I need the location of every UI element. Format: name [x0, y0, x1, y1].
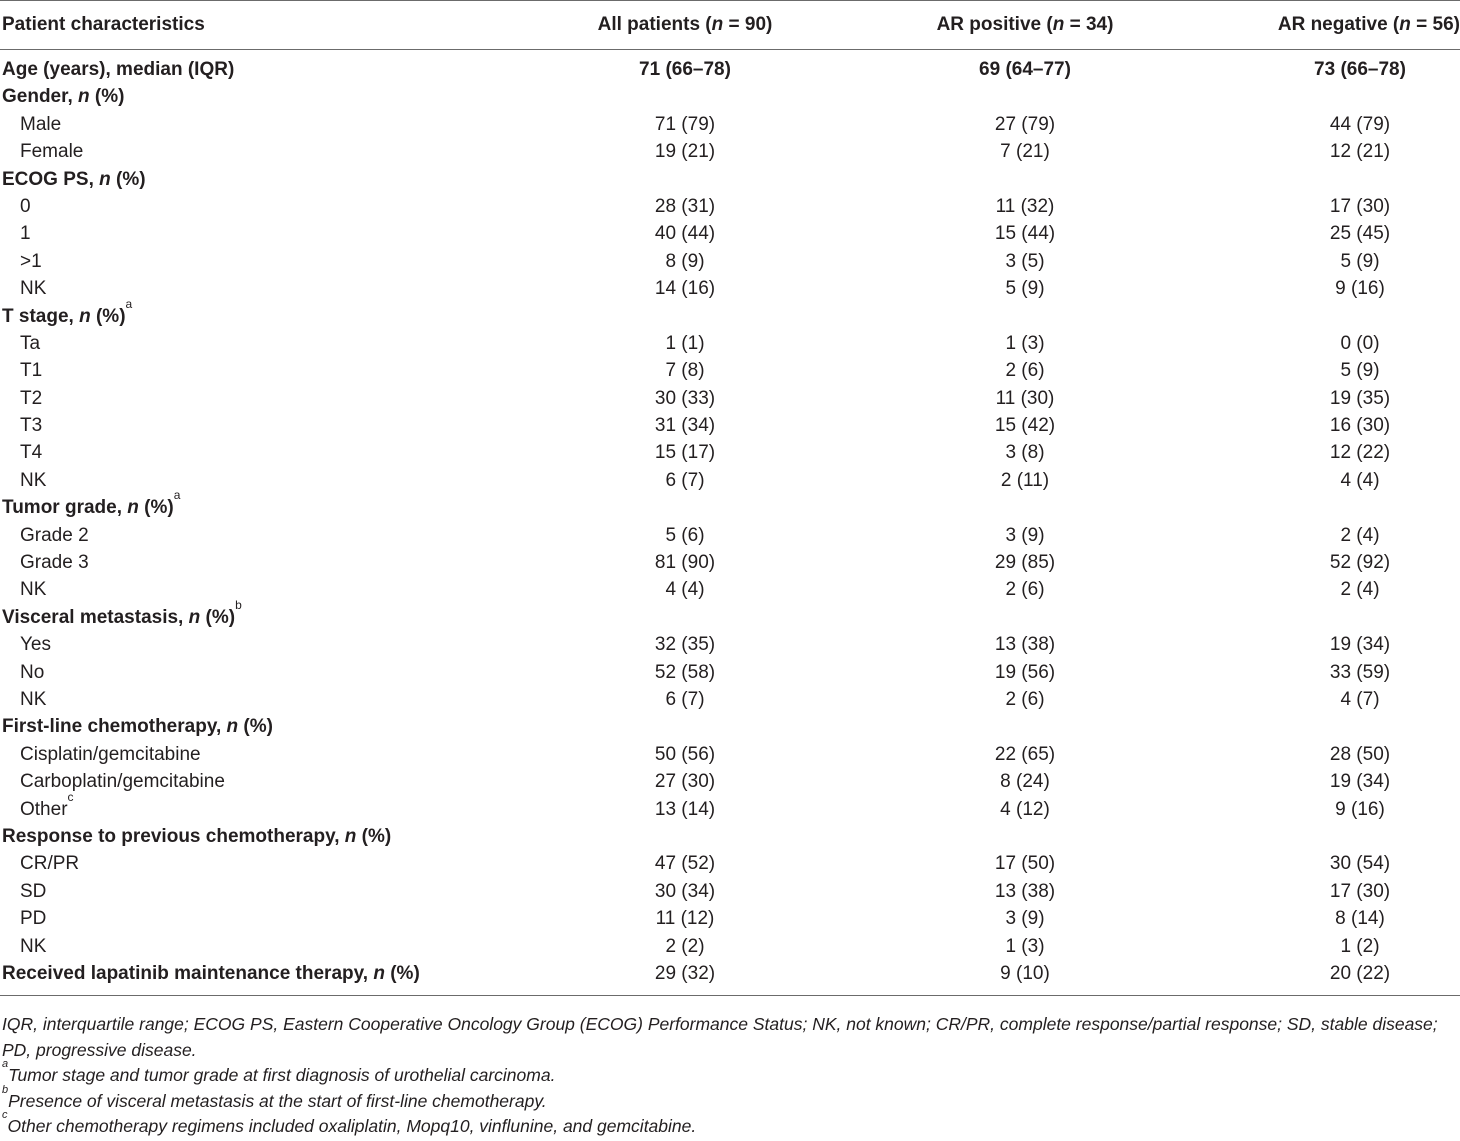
table-row [0, 686, 1460, 713]
cell-value: 30 (34) [654, 880, 716, 902]
header-all-patients: All patients (n = 90) [597, 14, 773, 35]
row-label: Other$^c$ [20, 789, 74, 820]
section-row [0, 960, 1460, 987]
table-row [0, 850, 1460, 877]
table-row [0, 576, 1460, 603]
table-row [0, 385, 1460, 412]
cell-value: 69 (64–77) [979, 59, 1071, 80]
table-row [0, 111, 1460, 138]
row-label: No [20, 661, 45, 683]
row-label: 1 [20, 223, 31, 245]
table-row [0, 549, 1460, 576]
cell-value: 12 (21) [1329, 141, 1391, 163]
cell-value: 22 (65) [994, 743, 1056, 765]
cell-value: 20 (22) [1329, 962, 1391, 984]
section-row [0, 296, 1460, 330]
row-label: NK [20, 935, 47, 957]
cell-value: 5 (9) [1340, 250, 1380, 272]
cell-value: 4 (4) [1340, 469, 1380, 491]
row-label: Female [20, 141, 84, 163]
cell-value: 15 (42) [994, 415, 1056, 437]
cell-value: 8 (9) [665, 250, 705, 272]
section-label: Tumor grade, n (%)$^a$ [2, 488, 181, 519]
table-row [0, 522, 1460, 549]
cell-value: 29 (32) [654, 962, 716, 984]
table-row [0, 905, 1460, 932]
cell-value: 27 (30) [654, 771, 716, 793]
section-label: Visceral metastasis, n (%)$^b$ [2, 597, 242, 628]
cell-value: 28 (31) [654, 195, 716, 217]
cell-value: 4 (7) [1340, 688, 1380, 710]
cell-value: 2 (6) [1005, 360, 1045, 382]
section-label: Received lapatinib maintenance therapy, n (%) [2, 962, 420, 984]
section-label: T stage, n (%)$^a$ [2, 296, 133, 327]
section-row [0, 166, 1460, 193]
table-row [0, 357, 1460, 384]
table-row [0, 439, 1460, 466]
cell-value: 19 (35) [1329, 387, 1391, 409]
row-label: NK [20, 469, 47, 491]
table-row [0, 193, 1460, 220]
row-label: Carboplatin/gemcitabine [20, 771, 225, 793]
row-label: NK [20, 278, 47, 300]
cell-value: 6 (7) [665, 469, 705, 491]
cell-value: 8 (24) [1000, 771, 1050, 793]
cell-value: 15 (17) [654, 442, 716, 464]
table-row [0, 789, 1460, 823]
cell-value: 1 (2) [1340, 935, 1380, 957]
header-patient-characteristics: Patient characteristics [2, 14, 205, 35]
table-footnotes [2, 1012, 1458, 1140]
cell-value: 31 (34) [654, 415, 716, 437]
cell-value: 5 (9) [1005, 278, 1045, 300]
cell-value: 81 (90) [654, 552, 716, 574]
table-row [0, 467, 1460, 494]
cell-value: 9 (10) [1000, 962, 1050, 984]
cell-value: 1 (3) [1005, 332, 1045, 354]
row-label: >1 [20, 250, 42, 272]
cell-value: 19 (21) [654, 141, 716, 163]
table-row [0, 741, 1460, 768]
table-row [0, 248, 1460, 275]
cell-value: 19 (56) [994, 661, 1056, 683]
section-label: ECOG PS, n (%) [2, 168, 146, 190]
cell-value: 2 (4) [1340, 579, 1380, 601]
cell-value: 13 (14) [654, 798, 716, 820]
section-label: Age (years), median (IQR) [2, 59, 235, 80]
row-label: PD [20, 908, 47, 930]
cell-value: 19 (34) [1329, 771, 1391, 793]
cell-value: 9 (16) [1335, 278, 1385, 300]
table-row [0, 412, 1460, 439]
row-label: Grade 3 [20, 552, 89, 574]
cell-value: 16 (30) [1329, 415, 1391, 437]
row-label: T4 [20, 442, 43, 464]
header-ar-negative: AR negative (n = 56) [1277, 14, 1460, 35]
section-label: Response to previous chemotherapy, n (%) [2, 825, 392, 847]
section-label: Gender, n (%) [2, 86, 125, 108]
footnote-a: $^a$Tumor stage and tumor grade at first diagnosis of urothelial carcinoma. [2, 1058, 556, 1085]
table-header-row [0, 1, 1460, 49]
cell-value: 52 (92) [1329, 552, 1391, 574]
cell-value: 14 (16) [654, 278, 716, 300]
footnote-abbreviations: IQR, interquartile range; ECOG PS, Eastern Cooperative Oncology Group (ECOG) Performance Status; NK, not known; CR/PR, complete response/partial response; SD, stable disease; PD, progressive disease. [2, 1014, 1438, 1060]
row-label: NK [20, 579, 47, 601]
cell-value: 47 (52) [654, 853, 716, 875]
cell-value: 11 (32) [995, 195, 1055, 217]
cell-value: 73 (66–78) [1314, 59, 1406, 80]
cell-value: 30 (33) [654, 387, 716, 409]
cell-value: 4 (12) [1000, 798, 1050, 820]
row-label: Grade 2 [20, 524, 89, 546]
cell-value: 9 (16) [1335, 798, 1385, 820]
cell-value: 7 (21) [1000, 141, 1050, 163]
row-label: Yes [20, 634, 51, 656]
section-row [0, 713, 1460, 740]
table-row [0, 330, 1460, 357]
cell-value: 3 (9) [1005, 524, 1045, 546]
table-row [0, 768, 1460, 795]
cell-value: 17 (30) [1329, 195, 1391, 217]
table-body [0, 56, 1460, 987]
cell-value: 5 (9) [1340, 360, 1380, 382]
cell-value: 32 (35) [654, 634, 716, 656]
footnote-b: $^b$Presence of visceral metastasis at the start of first-line chemotherapy. [2, 1083, 547, 1111]
table-row [0, 878, 1460, 905]
cell-value: 7 (8) [665, 360, 705, 382]
cell-value: 2 (4) [1340, 524, 1380, 546]
cell-value: 15 (44) [994, 223, 1056, 245]
bottom-rule [0, 995, 1460, 996]
cell-value: 52 (58) [654, 661, 716, 683]
row-label: T2 [20, 387, 43, 409]
table-row [0, 933, 1460, 960]
cell-value: 27 (79) [994, 113, 1056, 135]
cell-value: 19 (34) [1329, 634, 1391, 656]
cell-value: 44 (79) [1329, 113, 1391, 135]
cell-value: 6 (7) [665, 688, 705, 710]
cell-value: 40 (44) [654, 223, 716, 245]
row-label: NK [20, 688, 47, 710]
cell-value: 25 (45) [1329, 223, 1391, 245]
section-label: First-line chemotherapy, n (%) [2, 716, 273, 738]
table-row [0, 220, 1460, 247]
table-row [0, 659, 1460, 686]
row-label: 0 [20, 195, 31, 217]
cell-value: 30 (54) [1329, 853, 1391, 875]
cell-value: 2 (6) [1005, 579, 1045, 601]
cell-value: 3 (5) [1005, 250, 1045, 272]
row-label: Male [20, 113, 62, 135]
row-label: Ta [20, 332, 41, 354]
cell-value: 5 (6) [665, 524, 705, 546]
table-row [0, 631, 1460, 658]
cell-value: 11 (30) [995, 387, 1055, 409]
cell-value: 29 (85) [994, 552, 1056, 574]
table-row [0, 138, 1460, 165]
cell-value: 4 (4) [665, 579, 705, 601]
row-label: CR/PR [20, 853, 80, 875]
header-ar-positive: AR positive (n = 34) [936, 14, 1114, 35]
table-row [0, 275, 1460, 302]
cell-value: 1 (1) [665, 332, 705, 354]
cell-value: 1 (3) [1005, 935, 1045, 957]
row-label: T3 [20, 415, 43, 437]
cell-value: 0 (0) [1340, 332, 1380, 354]
section-row [0, 597, 1460, 631]
cell-value: 8 (14) [1335, 908, 1385, 930]
cell-value: 33 (59) [1329, 661, 1391, 683]
cell-value: 3 (9) [1005, 908, 1045, 930]
cell-value: 71 (79) [654, 113, 716, 135]
row-label: Cisplatin/gemcitabine [20, 743, 201, 765]
section-row [0, 56, 1460, 83]
row-label: SD [20, 880, 47, 902]
footnote-c: $^c$Other chemotherapy regimens included oxaliplatin, Mopq10, vinflunine, and gemcitabine. [2, 1109, 697, 1136]
section-row [0, 823, 1460, 850]
cell-value: 13 (38) [994, 634, 1056, 656]
cell-value: 17 (50) [994, 853, 1056, 875]
cell-value: 2 (6) [1005, 688, 1045, 710]
cell-value: 28 (50) [1329, 743, 1391, 765]
cell-value: 2 (11) [1000, 469, 1050, 491]
section-row [0, 83, 1460, 110]
row-label: T1 [20, 360, 43, 382]
cell-value: 50 (56) [654, 743, 716, 765]
cell-value: 17 (30) [1329, 880, 1391, 902]
cell-value: 2 (2) [665, 935, 705, 957]
cell-value: 11 (12) [655, 908, 715, 930]
cell-value: 13 (38) [994, 880, 1056, 902]
cell-value: 71 (66–78) [639, 59, 731, 80]
cell-value: 3 (8) [1005, 442, 1045, 464]
cell-value: 12 (22) [1329, 442, 1391, 464]
section-row [0, 488, 1460, 521]
